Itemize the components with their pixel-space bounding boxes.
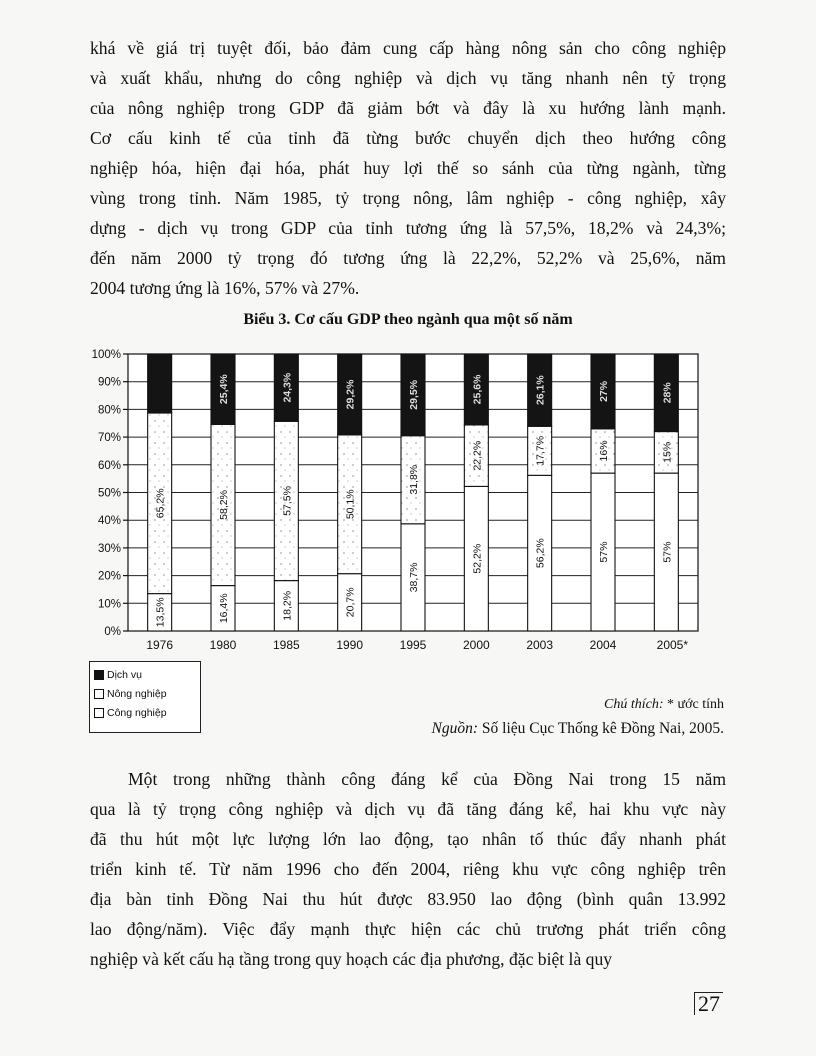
data-label: 27% [598,380,610,402]
data-label: 24,3% [281,372,294,403]
x-tick-label: 2005* [656,638,689,652]
data-label: 26,1% [534,375,547,406]
legend-label: Nông nghiệp [107,687,167,700]
x-tick-label: 2004 [589,638,617,652]
data-label: 57% [598,541,610,563]
text-line: nghiệp và kết cấu hạ tầng trong quy hoạch các địa phương, đặc biệt là quy [90,949,613,969]
data-label: 28% [661,382,674,404]
data-label: 31,8% [408,464,420,495]
x-tick-label: 1995 [399,638,427,652]
data-label: 17,7% [534,435,547,466]
data-label: 16% [598,440,610,462]
legend-item-cong-nghiep [90,703,200,722]
data-label: 50,1% [344,489,357,520]
data-label: 29,5% [408,379,420,410]
text-line: dựng - dịch vụ trong GDP của tỉnh tương ứng là 57,5%, 18,2% và 24,3%; [90,218,726,238]
text-line: và xuất khẩu, nhưng do công nghiệp và dịch vụ tăng nhanh nên tỷ trọng [90,68,726,88]
legend-label: Dịch vụ [107,668,143,681]
y-tick-label: 20% [97,570,121,583]
note-label: Chú thích: [604,697,664,712]
data-label: 16,4% [218,593,230,624]
text-line: địa bàn tỉnh Đồng Nai thu hút được 83.950 lao động (bình quân 13.992 [90,889,726,909]
data-label: 57% [661,541,674,563]
text-line: của nông nghiệp trong GDP đã giảm bớt và đây là xu hướng lành mạnh. [90,98,726,118]
text-line: 2004 tương ứng là 16%, 57% và 27%. [90,278,360,298]
x-tick-label: 1976 [146,638,174,652]
data-label: 52,2% [471,543,484,574]
data-label: 18,2% [281,590,294,621]
text-line: đã thu hút một lực lượng lớn lao động, tạo nhân tố thúc đẩy nhanh phát [90,829,726,849]
data-label: 56,2% [534,538,547,569]
y-tick-label: 80% [97,404,121,417]
text-line: Cơ cấu kinh tế của tỉnh đã từng bước chuyển dịch theo hướng công [90,128,726,148]
chart-note [604,697,724,713]
data-label: 22,2% [471,440,484,471]
legend-item-dich-vu [90,665,200,684]
stacked-bar-chart [80,340,720,660]
source-label: Nguồn: [431,720,479,737]
legend-swatch-nong-nghiep [94,689,104,699]
data-label: 38,7% [408,562,420,593]
data-label: 58,2% [218,490,230,520]
data-label: 29,2% [344,379,357,410]
legend-item-nong-nghiep [90,684,200,703]
x-tick-label: 1985 [272,638,300,652]
paragraph-2 [90,764,726,974]
text-line: nghiệp hóa, hiện đại hóa, phát huy lợi thế so sánh của từng ngành, từng [90,158,726,178]
text-line: qua là tỷ trọng công nghiệp và dịch vụ đã tăng đáng kể, hai khu vực này [90,799,726,819]
y-tick-label: 50% [97,487,121,500]
text-line: đến năm 2000 tỷ trọng đó tương ứng là 22,2%, 52,2% và 25,6%, năm [90,248,726,268]
legend-label: Công nghiệp [107,706,167,719]
data-label: 25,6% [471,374,484,405]
x-tick-label: 1980 [209,638,237,652]
y-tick-label: 70% [97,432,121,445]
text-line: triển kinh tế. Từ năm 1996 cho đến 2004, riêng khu vực công nghiệp trên [90,859,726,879]
text-line: khá về giá trị tuyệt đối, bảo đảm cung cấp hàng nông sản cho công nghiệp [90,38,726,58]
y-tick-label: 100% [91,349,121,361]
y-tick-label: 10% [97,598,121,611]
data-label: 57,5% [281,486,294,516]
y-tick-label: 0% [104,626,121,638]
legend-swatch-cong-nghiep [94,708,104,718]
page-number: 27 [694,992,723,1015]
text-line: Một trong những thành công đáng kể của Đồng Nai trong 15 năm [128,769,726,789]
data-label: 65,2% [154,488,167,519]
note-text: * ước tính [663,697,724,712]
data-label: 13,5% [154,597,167,628]
data-label: 25,4% [218,374,230,405]
text-line: lao động/năm). Việc đẩy mạnh thực hiện các chủ trương phát triển công [90,919,726,939]
y-tick-label: 40% [97,515,121,528]
y-tick-label: 90% [97,376,121,389]
data-label: 20,7% [344,587,357,618]
paragraph-1 [90,33,726,303]
chart-title: Biểu 3. Cơ cấu GDP theo ngành qua một số năm [243,311,573,328]
chart-source [432,720,724,738]
text-line: vùng trong tỉnh. Năm 1985, tỷ trọng nông, lâm nghiệp - công nghiệp, xây [90,188,726,208]
y-tick-label: 60% [97,459,121,472]
y-tick-label: 30% [97,542,121,555]
bar-segment-dich-vu [148,354,172,413]
source-text: Số liệu Cục Thống kê Đồng Nai, 2005. [478,720,724,737]
chart-legend [89,661,201,733]
x-tick-label: 1990 [336,638,364,652]
x-tick-label: 2000 [462,638,490,652]
x-tick-label: 2003 [526,638,554,652]
legend-swatch-dich-vu [94,670,104,680]
data-label: 15% [661,441,674,463]
